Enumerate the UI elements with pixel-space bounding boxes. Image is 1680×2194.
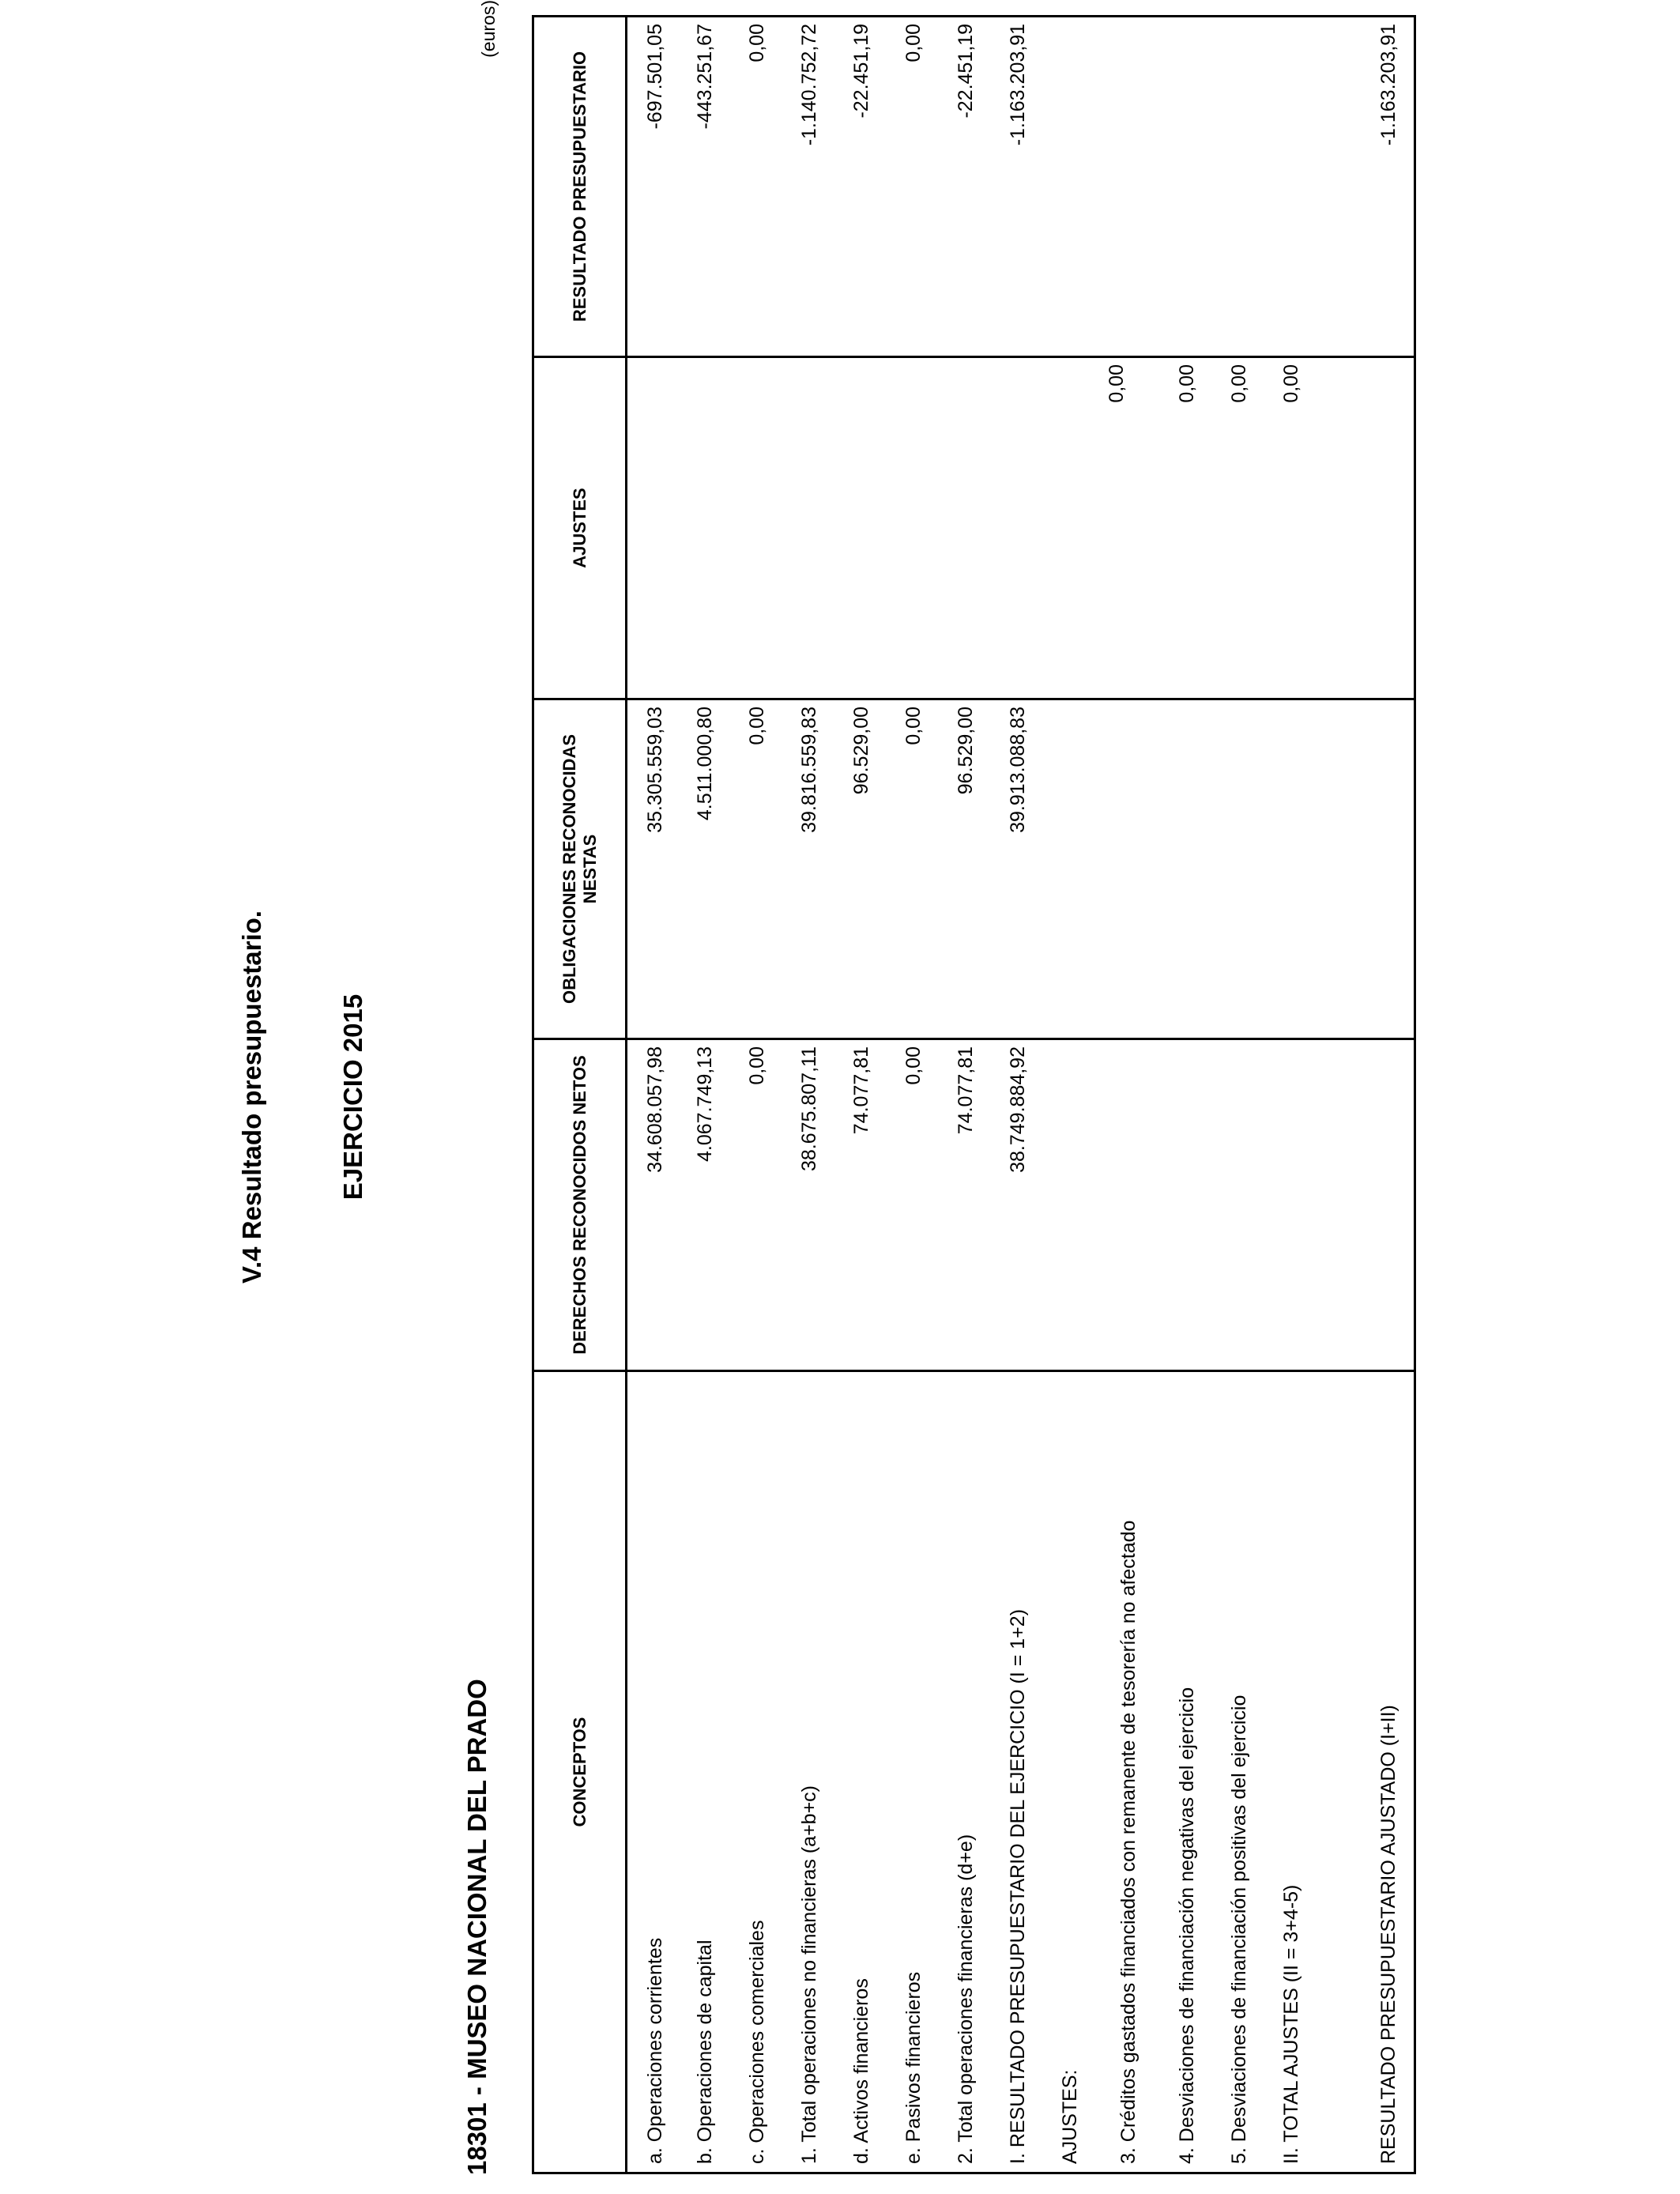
- row-derechos: 74.077,81: [940, 1039, 992, 1371]
- row-derechos: [1265, 1039, 1317, 1371]
- header-ajustes: AJUSTES: [533, 357, 627, 699]
- row-resultado: -1.140.752,72: [783, 17, 835, 357]
- row-concept: b. Operaciones de capital: [679, 1371, 731, 2173]
- row-obligaciones: 4.511.000,80: [679, 699, 731, 1039]
- row-obligaciones: 96.529,00: [835, 699, 887, 1039]
- row-resultado: -443.251,67: [679, 17, 731, 357]
- table-row: [679, 17, 731, 2173]
- table-header-row: [533, 17, 627, 2173]
- row-obligaciones: [1213, 699, 1265, 1039]
- row-obligaciones: [1096, 699, 1161, 1039]
- row-obligaciones: [1161, 699, 1213, 1039]
- header-derechos: DERECHOS RECONOCIDOS NETOS: [533, 1039, 627, 1371]
- row-obligaciones: 0,00: [731, 699, 783, 1039]
- row-resultado: -1.163.203,91: [1363, 17, 1415, 357]
- row-ajustes: [627, 357, 679, 699]
- row-resultado: [1213, 17, 1265, 357]
- row-derechos: 38.675.807,11: [783, 1039, 835, 1371]
- row-obligaciones: [1044, 699, 1096, 1039]
- row-ajustes: [940, 357, 992, 699]
- row-derechos: [1044, 1039, 1096, 1371]
- row-ajustes: [1044, 357, 1096, 699]
- row-ajustes: [679, 357, 731, 699]
- table-row: [940, 17, 992, 2173]
- row-ajustes: 0,00: [1265, 357, 1317, 699]
- row-concept: 2. Total operaciones financieras (d+e): [940, 1371, 992, 2173]
- row-concept: c. Operaciones comerciales: [731, 1371, 783, 2173]
- header-resultado: RESULTADO PRESUPUESTARIO: [533, 17, 627, 357]
- row-resultado: -1.163.203,91: [992, 17, 1044, 357]
- budget-result-table: [532, 15, 1416, 2174]
- row-concept: II. TOTAL AJUSTES (II = 3+4-5): [1265, 1371, 1317, 2173]
- report-title: V.4 Resultado presupuestario.: [237, 910, 266, 1284]
- row-resultado: [1265, 17, 1317, 357]
- row-ajustes: [1317, 357, 1363, 699]
- row-derechos: [1096, 1039, 1161, 1371]
- table-row: [835, 17, 887, 2173]
- table-row: [1265, 17, 1317, 2173]
- row-resultado: 0,00: [887, 17, 940, 357]
- table-row: [1317, 17, 1363, 2173]
- row-concept: e. Pasivos financieros: [887, 1371, 940, 2173]
- row-derechos: [1213, 1039, 1265, 1371]
- row-resultado: [1161, 17, 1213, 357]
- row-ajustes: [992, 357, 1044, 699]
- table-row: [1096, 17, 1161, 2173]
- row-derechos: [1317, 1039, 1363, 1371]
- row-resultado: [1044, 17, 1096, 357]
- table-row: [1363, 17, 1415, 2173]
- row-derechos: 4.067.749,13: [679, 1039, 731, 1371]
- table-row: [1161, 17, 1213, 2173]
- row-derechos: 74.077,81: [835, 1039, 887, 1371]
- row-resultado: [1317, 17, 1363, 357]
- row-ajustes: [1363, 357, 1415, 699]
- row-derechos: [1161, 1039, 1213, 1371]
- table-row: [783, 17, 835, 2173]
- row-ajustes: [731, 357, 783, 699]
- row-derechos: 34.608.057,98: [627, 1039, 679, 1371]
- fiscal-year-heading: EJERCICIO 2015: [338, 993, 367, 1201]
- row-ajustes: [835, 357, 887, 699]
- row-concept: I. RESULTADO PRESUPUESTARIO DEL EJERCICIO (I = 1+2): [992, 1371, 1044, 2173]
- row-ajustes: 0,00: [1213, 357, 1265, 699]
- row-concept: 4. Desviaciones de financiación negativas del ejercicio: [1161, 1371, 1213, 2173]
- row-obligaciones: [1317, 699, 1363, 1039]
- row-resultado: [1096, 17, 1161, 357]
- row-derechos: [1363, 1039, 1415, 1371]
- row-obligaciones: [1363, 699, 1415, 1039]
- header-conceptos: CONCEPTOS: [533, 1371, 627, 2173]
- row-derechos: 0,00: [887, 1039, 940, 1371]
- entity-name: 18301 - MUSEO NACIONAL DEL PRADO: [462, 1679, 492, 2175]
- row-obligaciones: 96.529,00: [940, 699, 992, 1039]
- table-row: [1044, 17, 1096, 2173]
- row-concept: [1317, 1371, 1363, 2173]
- row-ajustes: 0,00: [1161, 357, 1213, 699]
- row-ajustes: [887, 357, 940, 699]
- row-obligaciones: 39.816.559,83: [783, 699, 835, 1039]
- row-derechos: 38.749.884,92: [992, 1039, 1044, 1371]
- row-derechos: 0,00: [731, 1039, 783, 1371]
- row-concept: 1. Total operaciones no financieras (a+b+c): [783, 1371, 835, 2173]
- table-row: [992, 17, 1044, 2173]
- row-concept: d. Activos financieros: [835, 1371, 887, 2173]
- row-obligaciones: 35.305.559,03: [627, 699, 679, 1039]
- row-concept: a. Operaciones corrientes: [627, 1371, 679, 2173]
- row-concept: RESULTADO PRESUPUESTARIO AJUSTADO (I+II): [1363, 1371, 1415, 2173]
- row-obligaciones: [1265, 699, 1317, 1039]
- header-obligaciones: OBLIGACIONES RECONOCIDAS NESTAS: [533, 699, 627, 1039]
- row-concept: 3. Créditos gastados financiados con remanente de tesorería no afectado: [1096, 1371, 1161, 2173]
- row-concept: 5. Desviaciones de financiación positivas del ejercicio: [1213, 1371, 1265, 2173]
- row-ajustes: [783, 357, 835, 699]
- table-row: [627, 17, 679, 2173]
- row-obligaciones: 0,00: [887, 699, 940, 1039]
- row-resultado: -22.451,19: [940, 17, 992, 357]
- row-ajustes: 0,00: [1096, 357, 1161, 699]
- row-obligaciones: 39.913.088,83: [992, 699, 1044, 1039]
- units-label: (euros): [478, 0, 499, 58]
- row-resultado: 0,00: [731, 17, 783, 357]
- table-row: [731, 17, 783, 2173]
- row-resultado: -697.501,05: [627, 17, 679, 357]
- table-row: [1213, 17, 1265, 2173]
- row-concept: AJUSTES:: [1044, 1371, 1096, 2173]
- row-resultado: -22.451,19: [835, 17, 887, 357]
- table-row: [887, 17, 940, 2173]
